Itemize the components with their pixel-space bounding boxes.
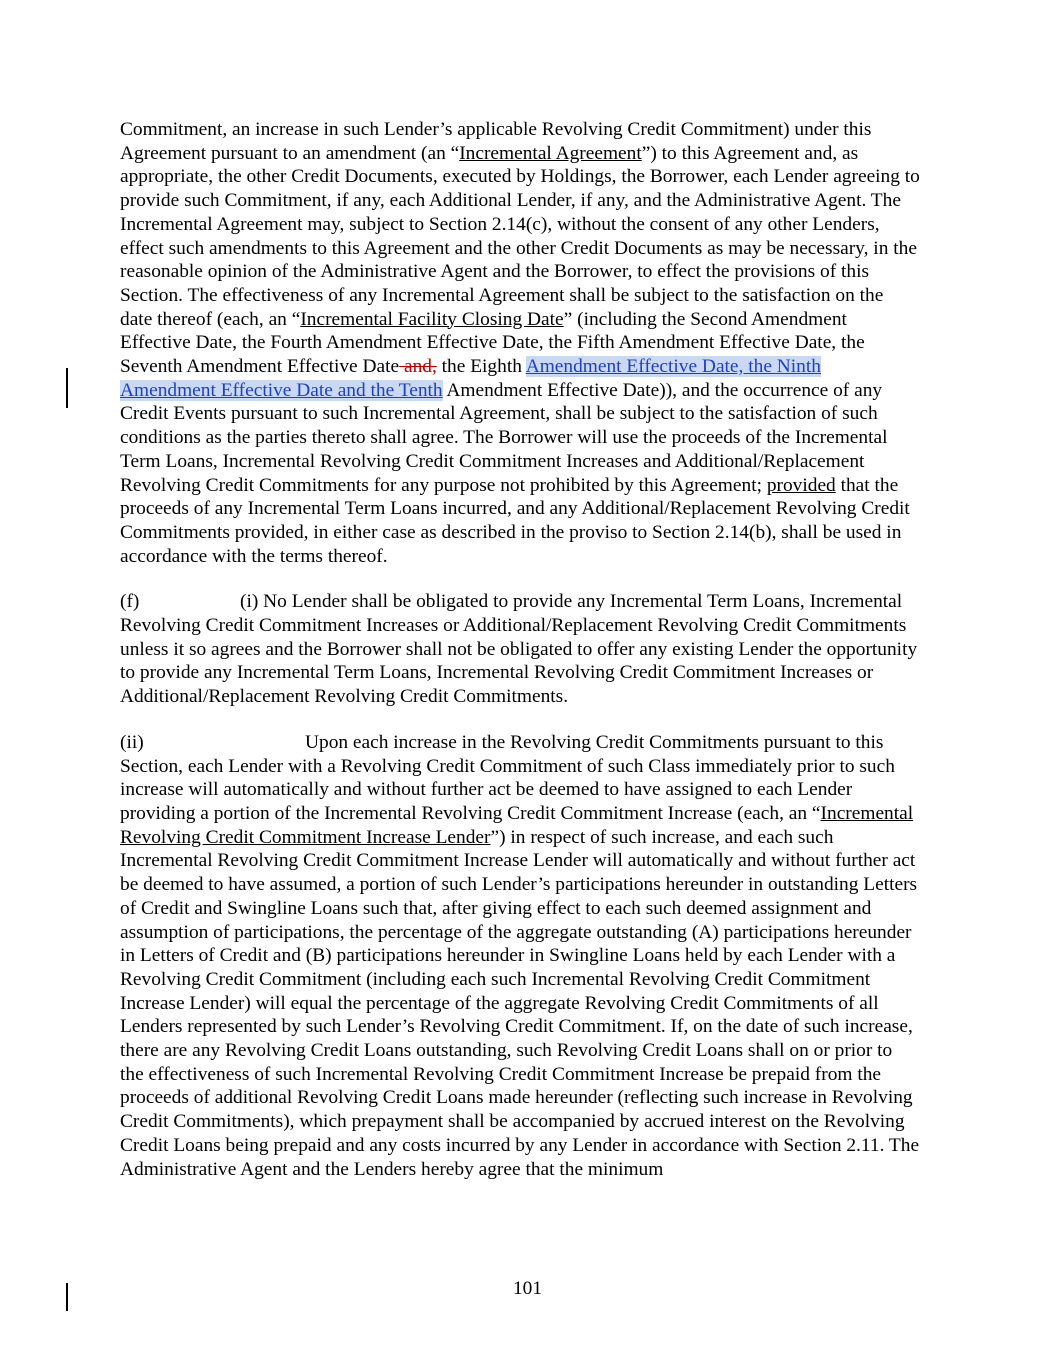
paragraph-incremental-agreement (120, 118, 920, 568)
page-number: 101 (512, 1278, 543, 1299)
text-run: the Eighth (436, 356, 526, 378)
defined-term-incremental-facility-closing-date: Incremental Facility Closing Date (300, 308, 564, 330)
clause-roman: (ii) (120, 731, 144, 753)
paragraph-clause-f-i (120, 590, 920, 709)
revision-change-bar (66, 368, 68, 408)
clause-label-ii (120, 731, 305, 755)
text-run: Commitment, an increase in such Lender’s applicable Revolving Credit Commitment) under this Agreement pursuant to an amendment (an “ (120, 119, 872, 164)
text-run: Amendment Effective Date)), and the occurrence of any Credit Events pursuant to such Incremental Agreement, shall be subject to the satisfaction of such conditions as the parties thereto shall agree. The Borrower will use the proceeds of the Incremental Term Loans, Incremental Revolving Credit Commitment Increases and Additional/Replacement Revolving Credit Commitments for any purpose not prohibited by this Agreement; (120, 379, 888, 496)
text-run: ”) in respect of such increase, and each such Incremental Revolving Credit Commitment Increase Lender will automatically and without further act be deemed to have assumed, a portion of such Lender’s participations hereunder in outstanding Letters of Credit and Swingline Loans such that, after giving effect to each such deemed assignment and assumption of participations, the percentage of the aggregate outstanding (A) participations hereunder in Letters of Credit and (B) participations hereunder in Swingline Loans held by each Lender with a Revolving Credit Commitment (including each such Incremental Revolving Credit Commitment Increase Lender) will equal the percentage of the aggregate Revolving Credit Commitments of all Lenders represented by such Lender’s Revolving Credit Commitment. If, on the date of such increase, there are any Revolving Credit Loans outstanding, such Revolving Credit Loans shall on or prior to the effectiveness of such Incremental Revolving Credit Commitment Increase be prepaid from the proceeds of additional Revolving Credit Loans made hereunder (reflecting such increase in Revolving Credit Commitments), which prepayment shall be accompanied by accrued interest on the Revolving Credit Loans being prepaid and any costs incurred by any Lender in accordance with Section 2.11. The Administrative Agent and the Lenders hereby agree that the minimum (120, 826, 920, 1180)
text-run: that the proceeds of any Incremental Term Loans incurred, and any Additional/Replacement Revolving Credit Commitments provided, in either case as described in the proviso to Section 2.14(b), shall be used in accordance with the terms thereof. (120, 474, 910, 567)
defined-term-incremental-agreement: Incremental Agreement (459, 142, 642, 164)
text-run: ” (including the Second Amendment Effective Date, the Fourth Amendment Effective Date, the Fifth Amendment Effective Date, the Seventh Amendment Effective Date (120, 308, 865, 378)
tracked-insertion: Amendment Effective Date, the Ninth Amendment Effective Date and the Tenth (120, 356, 821, 401)
defined-term-provided: provided (766, 474, 836, 496)
defined-term-increase-lender: Incremental Revolving Credit Commitment Increase Lender (120, 802, 914, 848)
text-run: (i) No Lender shall be obligated to provide any Incremental Term Loans, Incremental Revolving Credit Commitment Increases or Additional/Replacement Revolving Credit Commitments unless it so agrees and the Borrower shall not be obligated to offer any existing Lender the opportunity to provide any Incremental Term Loans, Incremental Revolving Credit Commitment Increases or Additional/Replacement Revolving Credit Commitments. (120, 591, 918, 708)
document-body (120, 118, 920, 1203)
paragraph-clause-ii (120, 731, 920, 1181)
tracked-deletion: and, (399, 356, 437, 378)
clause-label-f (120, 590, 240, 614)
clause-letter: (f) (120, 591, 140, 613)
text-run: ”) to this Agreement and, as appropriate, the other Credit Documents, executed by Holdings, the Borrower, each Lender agreeing to provide such Commitment, if any, each Additional Lender, if any, and the Administrative Agent. The Incremental Agreement may, subject to Section 2.14(c), without the consent of any other Lenders, effect such amendments to this Agreement and the other Credit Documents as may be necessary, in the reasonable opinion of the Administrative Agent and the Borrower, to effect the provisions of this Section. The effectiveness of any Incremental Agreement shall be subject to the satisfaction on the date thereof (each, an “ (120, 142, 920, 330)
text-run: Upon each increase in the Revolving Credit Commitments pursuant to this Section, each Lender with a Revolving Credit Commitment of such Class immediately prior to such increase will automatically and without further act be deemed to have assigned to each Lender providing a portion of the Incremental Revolving Credit Commitment Increase (each, an “ (120, 731, 895, 824)
